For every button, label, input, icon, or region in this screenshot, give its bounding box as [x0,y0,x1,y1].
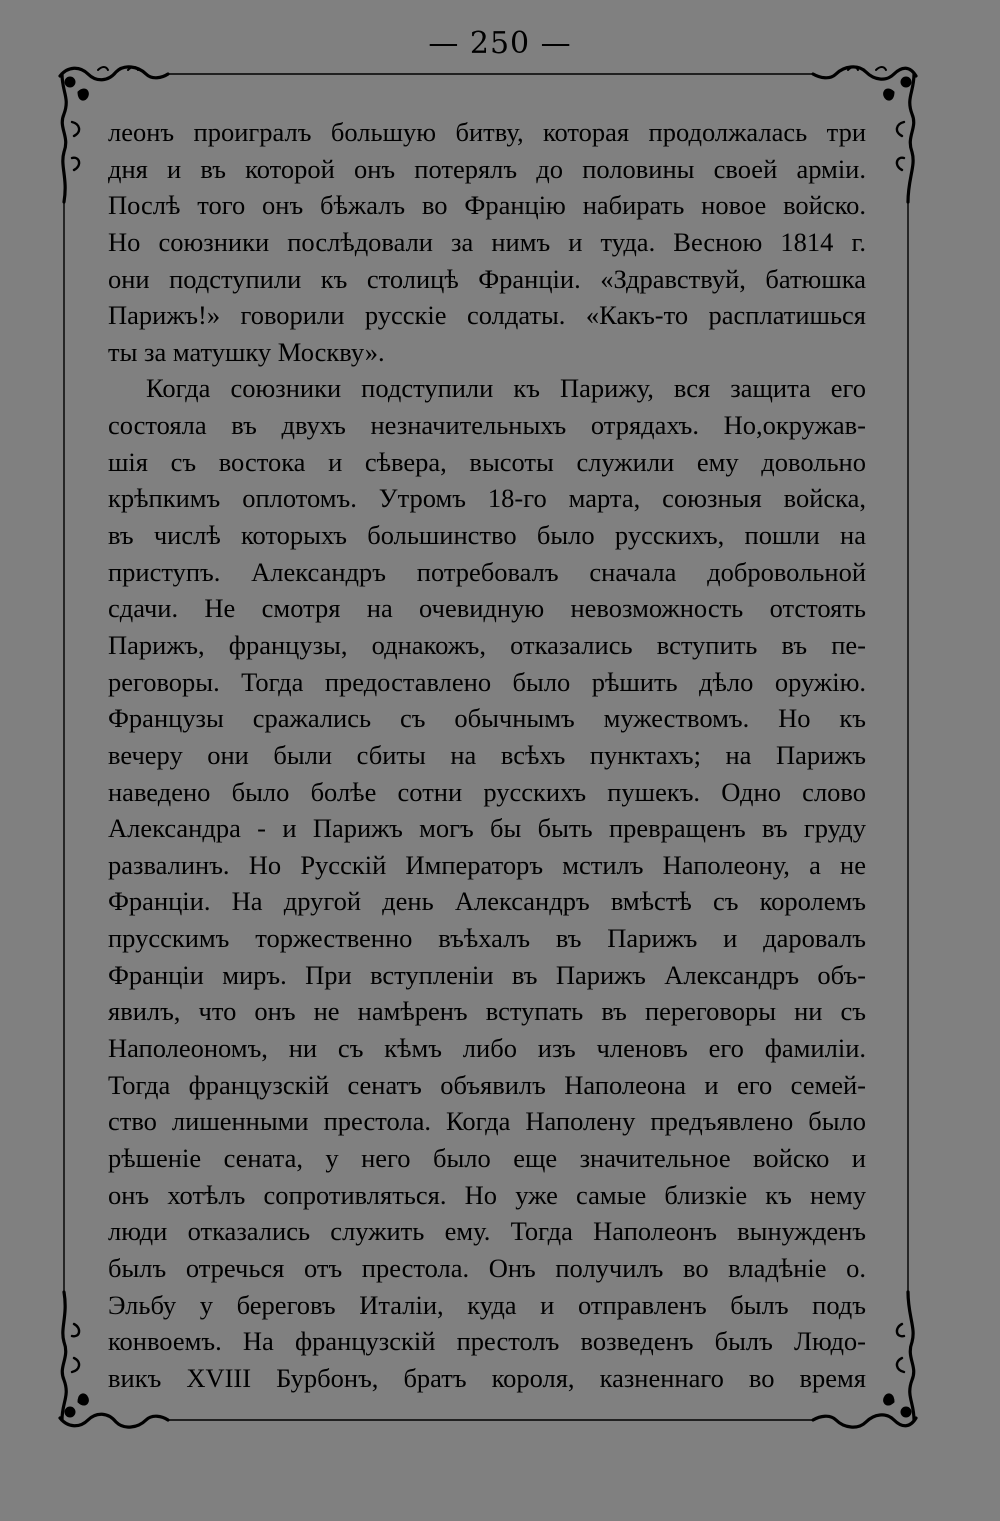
text-line: реговоры. Тогда предоставлено было рѣшить дѣло оружію. [108,666,866,697]
text-line: Александра - и Парижъ могъ бы быть превращенъ въ груду [108,813,866,844]
text-line: конвоемъ. На французскій престолъ возведенъ былъ Людо- [108,1326,866,1357]
text-line: они подступили къ столицѣ Франціи. «Здравствуй, батюшка [108,263,866,294]
text-line: шія съ востока и сѣвера, высоты служили ему довольно [108,446,866,477]
text-line: развалинъ. Но Русскій Императоръ мстилъ Наполеону, а не [108,849,866,880]
text-line: въ числѣ которыхъ большинство было русскихъ, пошли на [108,520,866,551]
text-line: Послѣ того онъ бѣжалъ во Францію набирать новое войско. [108,190,866,221]
text-line: Франціи. На другой день Александръ вмѣстѣ съ королемъ [108,886,866,917]
text-line: прусскимъ торжественно въѣхалъ въ Парижъ и даровалъ [108,923,866,954]
text-line: рѣшеніе сената, у него было еще значительное войско и [108,1142,866,1173]
text-line: онъ хотѣлъ сопротивляться. Но уже самые близкіе къ нему [108,1179,866,1210]
text-line: викъ XVIII Бурбонъ, братъ короля, казненнаго во время [108,1362,866,1393]
text-line: Наполеономъ, ни съ кѣмъ либо изъ членовъ его фамиліи. [108,1033,866,1064]
text-line: вечеру они были сбиты на всѣхъ пунктахъ; на Парижъ [108,739,866,770]
page-number: — 250 — [428,26,572,61]
text-line: сдачи. Не смотря на очевидную невозможность отстоять [108,593,866,624]
text-line: крѣпкимъ оплотомъ. Утромъ 18-го марта, союзныя войска, [108,483,866,514]
text-line: Французы сражались съ обычнымъ мужествомъ. Но къ [108,703,866,734]
text-line: дня и въ которой онъ потерялъ до половины своей арміи. [108,153,866,184]
text-line: Эльбу у береговъ Италіи, куда и отправленъ былъ подъ [108,1289,866,1320]
text-line: былъ отречься отъ престола. Онъ получилъ во владѣніе о. [108,1252,866,1283]
text-line: Парижъ!» говорили русскіе солдаты. «Какъ-то расплатишься [108,300,866,331]
paragraph-1 [108,114,866,370]
text-line: Франціи миръ. При вступленіи въ Парижъ Александръ объ- [108,959,866,990]
text-line: Но союзники послѣдовали за нимъ и туда. Весною 1814 г. [108,226,866,257]
text-line: Когда союзники подступили къ Парижу, вся защита его [146,373,866,404]
text-line: явилъ, что онъ не намѣренъ вступать въ переговоры ни съ [108,996,866,1027]
text-line: люди отказались служить ему. Тогда Наполеонъ вынужденъ [108,1216,866,1247]
paragraph-2 [108,370,866,1396]
body-text [108,114,866,1396]
text-line: Парижъ, французы, однакожъ, отказались вступить въ пе- [108,629,866,660]
text-line: Тогда французскій сенатъ объявилъ Наполеона и его семей- [108,1069,866,1100]
text-line: состояла въ двухъ незначительныхъ отрядахъ. Но,окружав- [108,410,866,441]
text-line: ство лишенными престола. Когда Наполену предъявлено было [108,1106,866,1137]
text-line: ты за матушку Москву». [108,336,385,367]
text-line: приступъ. Александръ потребовалъ сначала добровольной [108,556,866,587]
text-line: леонъ проигралъ большую битву, которая продолжалась три [108,117,866,147]
text-line: наведено было болѣе сотни русскихъ пушекъ. Одно слово [108,776,866,807]
